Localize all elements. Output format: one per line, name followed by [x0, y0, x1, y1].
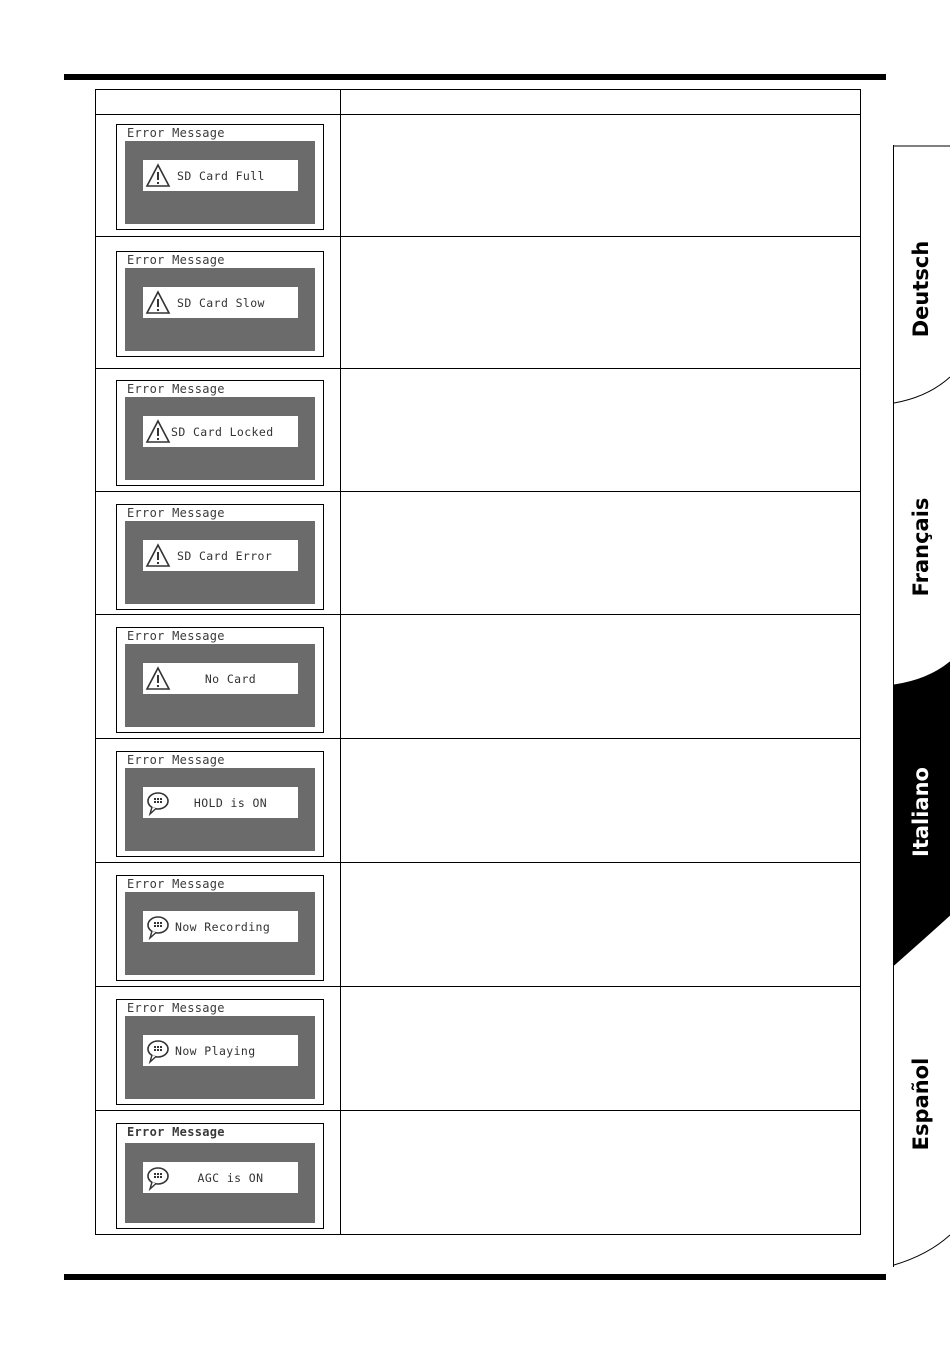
error-message-table — [95, 89, 861, 1235]
screen-title: Error Message — [127, 1125, 225, 1139]
message-cell — [96, 987, 341, 1111]
screen-panel — [125, 1016, 315, 1099]
warning-icon — [145, 666, 171, 692]
message-box — [143, 287, 298, 318]
description-cell — [341, 615, 861, 739]
description-cell — [341, 237, 861, 369]
table-row — [96, 987, 861, 1111]
lcd-screen — [116, 999, 324, 1105]
screen-title: Error Message — [127, 253, 225, 267]
message-box — [143, 1035, 298, 1066]
message-box — [143, 663, 298, 694]
message-box — [143, 787, 298, 818]
bottom-rule — [64, 1274, 886, 1280]
message-cell — [96, 237, 341, 369]
screen-title: Error Message — [127, 1001, 225, 1015]
message-cell — [96, 739, 341, 863]
message-text: HOLD is ON — [193, 795, 268, 810]
screen-title: Error Message — [127, 126, 225, 140]
description-cell — [341, 739, 861, 863]
top-rule — [64, 74, 886, 80]
header-cell-message — [96, 90, 341, 115]
table-row — [96, 615, 861, 739]
warning-icon — [145, 163, 171, 189]
message-cell — [96, 492, 341, 615]
message-box — [143, 160, 298, 191]
lcd-screen — [116, 875, 324, 981]
message-cell — [96, 863, 341, 987]
message-cell — [96, 369, 341, 492]
tab-espanol[interactable]: Español — [909, 1057, 933, 1151]
screen-panel — [125, 397, 315, 480]
description-cell — [341, 987, 861, 1111]
table-row — [96, 739, 861, 863]
description-cell — [341, 369, 861, 492]
speech-bubble-icon — [145, 914, 171, 940]
tab-italiano[interactable]: Italiano — [909, 767, 933, 857]
screen-panel — [125, 768, 315, 851]
message-box — [143, 911, 298, 942]
lcd-screen — [116, 380, 324, 486]
screen-title: Error Message — [127, 382, 225, 396]
message-cell — [96, 615, 341, 739]
tab-border — [893, 145, 894, 1267]
message-text: No Card — [204, 671, 257, 686]
header-cell-description — [341, 90, 861, 115]
table-row — [96, 1111, 861, 1235]
message-cell — [96, 1111, 341, 1235]
speech-bubble-icon — [145, 1165, 171, 1191]
screen-panel — [125, 521, 315, 604]
table-row — [96, 863, 861, 987]
warning-icon — [145, 543, 171, 569]
description-cell — [341, 863, 861, 987]
screen-title: Error Message — [127, 506, 225, 520]
description-cell — [341, 1111, 861, 1235]
screen-panel — [125, 644, 315, 727]
screen-title: Error Message — [127, 877, 225, 891]
message-text: Now Recording — [175, 919, 271, 934]
screen-title: Error Message — [127, 753, 225, 767]
table-row — [96, 492, 861, 615]
lcd-screen — [116, 504, 324, 610]
lcd-screen — [116, 1123, 324, 1229]
message-text: SD Card Error — [177, 548, 273, 563]
message-text: AGC is ON — [197, 1170, 264, 1185]
table-row — [96, 369, 861, 492]
table-header-row — [96, 90, 861, 115]
speech-bubble-icon — [145, 1038, 171, 1064]
screen-panel — [125, 892, 315, 975]
tab-deutsch[interactable]: Deutsch — [909, 240, 933, 338]
message-box — [143, 540, 298, 571]
message-box — [143, 1162, 298, 1193]
lcd-screen — [116, 251, 324, 357]
warning-icon — [145, 419, 171, 445]
message-text: SD Card Slow — [177, 295, 265, 310]
message-text: Now Playing — [175, 1043, 256, 1058]
table-row — [96, 115, 861, 237]
language-tabs — [893, 145, 950, 1267]
description-cell — [341, 492, 861, 615]
screen-panel — [125, 268, 315, 351]
warning-icon — [145, 290, 171, 316]
screen-title: Error Message — [127, 629, 225, 643]
lcd-screen — [116, 751, 324, 857]
table-row — [96, 237, 861, 369]
lcd-screen — [116, 124, 324, 230]
tab-francais[interactable]: Français — [909, 497, 933, 597]
message-cell — [96, 115, 341, 237]
lcd-screen — [116, 627, 324, 733]
screen-panel — [125, 141, 315, 224]
message-text: SD Card Full — [177, 168, 265, 183]
message-text: SD Card Locked — [171, 424, 274, 439]
screen-panel — [125, 1143, 315, 1223]
speech-bubble-icon — [145, 790, 171, 816]
message-box — [143, 416, 298, 447]
description-cell — [341, 115, 861, 237]
